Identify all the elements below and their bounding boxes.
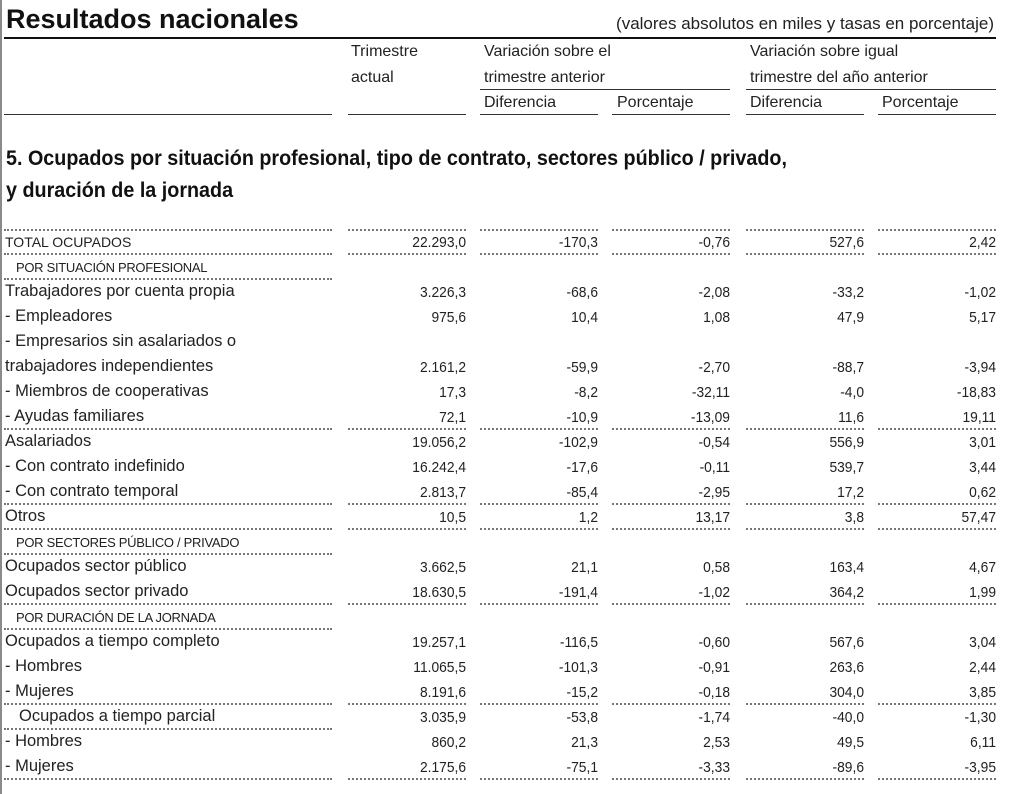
row-label: TOTAL OCUPADOS [5, 234, 132, 250]
value-pct-year: 3,44 [969, 459, 996, 476]
value-current: 19.056,2 [412, 434, 466, 451]
value-diff-year: -88,7 [832, 359, 864, 376]
value-diff-prev: 10,4 [571, 309, 598, 326]
value-pct-year: 2,42 [969, 234, 996, 251]
table-row [0, 304, 1000, 329]
sub-header-pct-prev: Porcentaje [617, 94, 694, 111]
value-pct-prev: -2,08 [698, 284, 730, 301]
table-row [0, 579, 1000, 604]
value-diff-year: -33,2 [832, 284, 864, 301]
value-diff-year: -40,0 [832, 709, 864, 726]
row-label: Ocupados sector privado [5, 582, 189, 600]
section-title-line2: y duración de la jornada [6, 179, 234, 202]
table-row [0, 554, 1000, 579]
header-rule-label [4, 114, 332, 115]
value-diff-year: 556,9 [829, 434, 864, 451]
value-pct-prev: 2,53 [703, 734, 730, 751]
value-diff-prev: -17,6 [566, 459, 598, 476]
units-note: (valores absolutos en miles y tasas en porcentaje) [616, 14, 994, 33]
group-prev-header-l2: trimestre anterior [484, 69, 605, 86]
value-diff-prev: 21,3 [571, 734, 598, 751]
value-pct-prev: -3,33 [698, 759, 730, 776]
table-row [0, 504, 1000, 529]
value-pct-prev: -1,02 [698, 584, 730, 601]
value-diff-prev: -170,3 [558, 234, 598, 251]
value-diff-prev: -53,8 [566, 709, 598, 726]
value-pct-prev: -2,95 [698, 484, 730, 501]
value-diff-year: 17,2 [837, 484, 864, 501]
row-label: - Miembros de cooperativas [5, 382, 209, 400]
value-pct-year: 3,01 [969, 434, 996, 451]
value-current: 72,1 [439, 409, 466, 426]
table-subheading-row [0, 529, 1000, 554]
group-year-rule [746, 89, 996, 90]
value-pct-year: 19,11 [962, 409, 996, 426]
table-row [0, 679, 1000, 704]
col-current-header-l1: Trimestre [351, 43, 418, 60]
row-label: - Con contrato indefinido [5, 457, 185, 475]
value-diff-year: 527,6 [829, 234, 864, 251]
row-label: - Empresarios sin asalariados o [5, 332, 237, 350]
header-rule-c4 [746, 114, 864, 115]
value-current: 2.175,6 [419, 759, 466, 776]
table-row [0, 704, 1000, 729]
value-diff-year: 49,5 [837, 734, 864, 751]
value-diff-prev: -116,5 [559, 634, 598, 651]
row-label: Ocupados a tiempo completo [5, 632, 220, 650]
table-row [0, 404, 1000, 429]
table-subheading-row [0, 604, 1000, 629]
row-label: Asalariados [5, 432, 92, 450]
value-pct-prev: -13,09 [690, 409, 730, 426]
value-diff-prev: 21,1 [571, 559, 598, 576]
value-pct-prev: 1,08 [703, 309, 730, 326]
table-row [0, 654, 1000, 679]
value-diff-prev: -75,1 [566, 759, 598, 776]
value-pct-year: -1,02 [964, 284, 996, 301]
value-current: 16.242,4 [412, 459, 466, 476]
header-rule-c1 [348, 114, 466, 115]
value-pct-prev: -32,11 [691, 384, 730, 401]
row-label: Ocupados sector público [5, 557, 187, 575]
value-pct-prev: -0,18 [698, 684, 730, 701]
sub-header-diff-year: Diferencia [750, 94, 823, 111]
value-pct-year: 0,62 [969, 484, 996, 501]
table-row [0, 354, 1000, 379]
table-row [0, 454, 1000, 479]
page-title: Resultados nacionales [6, 4, 299, 34]
row-label: - Empleadores [5, 307, 113, 325]
value-diff-year: 364,2 [829, 584, 864, 601]
header-rule-c3 [612, 114, 730, 115]
table-subheading-row [0, 329, 1000, 354]
value-pct-year: 3,85 [969, 684, 996, 701]
row-label: Ocupados a tiempo parcial [19, 707, 216, 725]
value-diff-prev: -191,4 [558, 584, 598, 601]
row-label: - Hombres [5, 657, 83, 675]
row-label: trabajadores independientes [5, 357, 214, 375]
section-title-line1: 5. Ocupados por situación profesional, tipo de contrato, sectores público / privado, [6, 147, 787, 170]
value-current: 17,3 [439, 384, 466, 401]
value-pct-year: -3,94 [964, 359, 996, 376]
value-diff-prev: -15,2 [566, 684, 598, 701]
value-diff-year: 163,4 [829, 559, 864, 576]
table-row [0, 629, 1000, 654]
table-row [0, 479, 1000, 504]
value-pct-prev: -0,11 [699, 459, 730, 476]
value-pct-prev: -0,60 [698, 634, 730, 651]
col-current-header-l2: actual [351, 69, 394, 86]
header-rule-c2 [480, 114, 598, 115]
value-diff-prev: -10,9 [566, 409, 598, 426]
value-diff-year: 304,0 [829, 684, 864, 701]
row-label: POR SITUACIÓN PROFESIONAL [16, 260, 208, 275]
row-label: - Con contrato temporal [5, 482, 179, 500]
value-current: 2.813,7 [419, 484, 466, 501]
row-label: - Mujeres [5, 757, 74, 775]
table-row [0, 429, 1000, 454]
value-pct-year: 1,99 [969, 584, 996, 601]
table-row [0, 754, 1000, 779]
row-label: Otros [5, 507, 46, 525]
table-subheading-row [0, 254, 1000, 279]
value-diff-year: 11,6 [838, 409, 864, 426]
value-current: 10,5 [439, 509, 466, 526]
value-diff-year: 263,6 [829, 659, 864, 676]
table-row [0, 229, 1000, 254]
value-pct-prev: -1,74 [698, 709, 730, 726]
value-diff-prev: -59,9 [566, 359, 598, 376]
value-current: 19.257,1 [412, 634, 466, 651]
value-pct-year: 5,17 [969, 309, 996, 326]
value-pct-year: 6,11 [970, 734, 996, 751]
value-diff-prev: -68,6 [566, 284, 598, 301]
value-pct-year: -3,95 [964, 759, 996, 776]
value-pct-year: 3,04 [969, 634, 996, 651]
sub-header-diff-prev: Diferencia [484, 94, 557, 111]
value-current: 11.065,5 [413, 659, 466, 676]
value-pct-year: -1,30 [964, 709, 996, 726]
value-diff-year: 47,9 [837, 309, 864, 326]
value-current: 8.191,6 [419, 684, 466, 701]
value-pct-year: 57,47 [961, 509, 996, 526]
value-pct-year: 4,67 [969, 559, 996, 576]
header-rule-c5 [878, 114, 996, 115]
value-diff-year: 3,8 [844, 509, 864, 526]
row-label: POR SECTORES PÚBLICO / PRIVADO [16, 535, 240, 550]
row-label: - Mujeres [5, 682, 74, 700]
value-diff-year: 567,6 [829, 634, 864, 651]
value-diff-prev: -85,4 [566, 484, 598, 501]
value-pct-prev: -0,91 [698, 659, 730, 676]
value-current: 3.226,3 [419, 284, 466, 301]
row-label: - Hombres [5, 732, 83, 750]
row-label: POR DURACIÓN DE LA JORNADA [16, 610, 216, 625]
value-pct-prev: 13,17 [695, 509, 730, 526]
value-diff-prev: -8,2 [574, 384, 598, 401]
value-current: 3.035,9 [419, 709, 466, 726]
value-diff-year: -4,0 [840, 384, 864, 401]
value-pct-year: -18,83 [956, 384, 996, 401]
sub-header-pct-year: Porcentaje [882, 94, 959, 111]
group-year-header-l1: Variación sobre igual [750, 43, 899, 60]
group-prev-header-l1: Variación sobre el [484, 43, 611, 60]
value-diff-prev: -102,9 [558, 434, 598, 451]
value-current: 975,6 [431, 309, 466, 326]
row-label: - Ayudas familiares [5, 407, 145, 425]
value-current: 18.630,5 [412, 584, 466, 601]
value-pct-prev: -0,76 [698, 234, 730, 251]
group-prev-rule [480, 89, 730, 90]
value-pct-prev: -2,70 [698, 359, 730, 376]
group-year-header-l2: trimestre del año anterior [750, 69, 928, 86]
value-current: 22.293,0 [412, 234, 466, 251]
value-diff-year: -89,6 [832, 759, 864, 776]
value-diff-prev: 1,2 [578, 509, 598, 526]
value-pct-prev: 0,58 [703, 559, 730, 576]
value-current: 860,2 [431, 734, 466, 751]
value-current: 3.662,5 [419, 559, 466, 576]
value-current: 2.161,2 [419, 359, 466, 376]
value-diff-year: 539,7 [829, 459, 864, 476]
table-row [0, 279, 1000, 304]
table-row [0, 729, 1000, 754]
value-pct-prev: -0,54 [698, 434, 730, 451]
section-title [6, 143, 787, 207]
value-pct-year: 2,44 [969, 659, 996, 676]
title-rule [4, 37, 996, 39]
row-label: Trabajadores por cuenta propia [5, 282, 235, 300]
table-row [0, 379, 1000, 404]
value-diff-prev: -101,3 [558, 659, 598, 676]
